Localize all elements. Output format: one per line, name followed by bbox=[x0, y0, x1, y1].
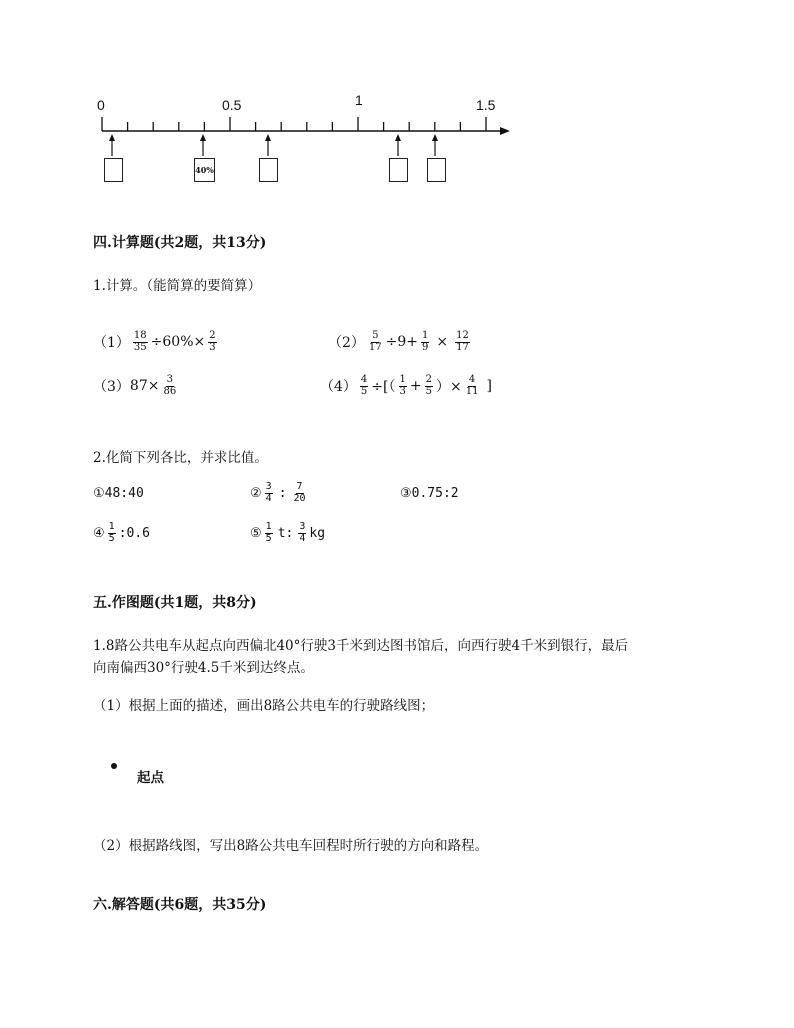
fraction: $\frac{3}{4}$ bbox=[299, 521, 306, 544]
fraction: $\frac{2}{5}$ bbox=[425, 374, 432, 397]
expr-label: （2） bbox=[328, 335, 365, 351]
pointer-arrow-icon bbox=[109, 134, 115, 141]
fraction: $\frac{1}{9}$ bbox=[422, 330, 429, 353]
fraction: $\frac{3}{4}$ bbox=[265, 481, 272, 504]
unit: kg bbox=[309, 525, 326, 541]
pointer-arrow-icon bbox=[265, 134, 271, 141]
label-1: 1 bbox=[355, 92, 363, 108]
q2-item-1: ①48:40 bbox=[93, 486, 144, 501]
item-label: ② bbox=[250, 485, 262, 501]
q2-item-3: ③0.75:2 bbox=[400, 486, 459, 501]
section-5-title: 五.作图题(共1题，共8分) bbox=[93, 595, 257, 611]
q2-item-4 bbox=[93, 522, 150, 544]
ratio-tail: :0.6 bbox=[118, 525, 150, 541]
operator: × bbox=[436, 334, 449, 350]
start-point-dot bbox=[111, 763, 117, 769]
fraction: $\frac{7}{20}$ bbox=[293, 481, 306, 504]
q5-line-1: 1.8路公共电车从起点向西偏北40°行驶3千米到达图书馆后，向西行驶4千米到银行，最后 bbox=[93, 638, 629, 654]
operator: + bbox=[409, 378, 422, 394]
q5-line-2: 向南偏西30°行驶4.5千米到达终点。 bbox=[93, 660, 314, 676]
operator: ÷[（ bbox=[371, 379, 396, 395]
item-label: ⑤ bbox=[250, 525, 262, 541]
q1-expr-1 bbox=[93, 331, 220, 353]
q1-expr-4 bbox=[320, 375, 492, 397]
q1-title: 1.计算。（能简算的要简算） bbox=[93, 278, 262, 294]
fraction: $\frac{12}{17}$ bbox=[456, 330, 469, 353]
fraction: $\frac{2}{3}$ bbox=[209, 330, 216, 353]
fraction: $\frac{1}{5}$ bbox=[265, 521, 272, 544]
operator: ÷9+ bbox=[385, 334, 419, 350]
pointer-arrow-icon bbox=[432, 134, 438, 141]
operator: 87× bbox=[129, 378, 160, 394]
item-label: ④ bbox=[93, 525, 105, 541]
q2-item-5 bbox=[250, 522, 325, 544]
pointer-arrow-icon bbox=[395, 134, 401, 141]
fraction: $\frac{1}{3}$ bbox=[399, 374, 406, 397]
q5-sub-1: （1）根据上面的描述，画出8路公共电车的行驶路线图； bbox=[93, 698, 435, 714]
q1-expr-3 bbox=[93, 375, 180, 397]
answer-box-40-percent: 40% bbox=[194, 158, 215, 182]
answer-box-5[interactable] bbox=[427, 158, 446, 182]
bracket: ] bbox=[486, 378, 492, 394]
q2-item-2 bbox=[250, 482, 310, 504]
fraction: $\frac{1}{5}$ bbox=[108, 521, 115, 544]
section-6-title: 六.解答题(共6题，共35分) bbox=[93, 897, 267, 913]
label-0-5: 0.5 bbox=[222, 97, 242, 113]
label-1-5: 1.5 bbox=[476, 97, 496, 113]
operator: ）× bbox=[435, 379, 462, 395]
number-line-svg bbox=[90, 90, 520, 190]
fraction: $\frac{4}{11}$ bbox=[465, 374, 479, 397]
pointer-arrow-icon bbox=[200, 134, 206, 141]
q1-expr-2 bbox=[328, 331, 473, 353]
answer-box-1[interactable] bbox=[104, 158, 123, 182]
fraction: $\frac{4}{5}$ bbox=[360, 374, 368, 397]
ratio-mid: t: bbox=[277, 525, 294, 541]
q2-title: 2.化简下列各比，并求比值。 bbox=[93, 450, 268, 466]
fraction: $\frac{5}{17}$ bbox=[368, 330, 382, 353]
expr-label: （4） bbox=[320, 379, 357, 395]
fraction: $\frac{18}{35}$ bbox=[133, 330, 147, 353]
expr-label: （3） bbox=[93, 379, 130, 395]
start-point-label: 起点 bbox=[137, 770, 164, 786]
operator: ÷60%× bbox=[150, 334, 206, 350]
q5-sub-2: （2）根据路线图，写出8路公共电车回程时所行驶的方向和路程。 bbox=[93, 838, 489, 854]
answer-box-3[interactable] bbox=[259, 158, 278, 182]
section-4-title: 四.计算题(共2题，共13分) bbox=[93, 235, 267, 251]
label-0: 0 bbox=[97, 97, 105, 113]
expr-label: （1） bbox=[93, 335, 130, 351]
fraction: $\frac{3}{86}$ bbox=[163, 374, 177, 397]
colon: : bbox=[278, 485, 287, 501]
axis-arrow-icon bbox=[500, 127, 510, 135]
answer-box-4[interactable] bbox=[389, 158, 408, 182]
